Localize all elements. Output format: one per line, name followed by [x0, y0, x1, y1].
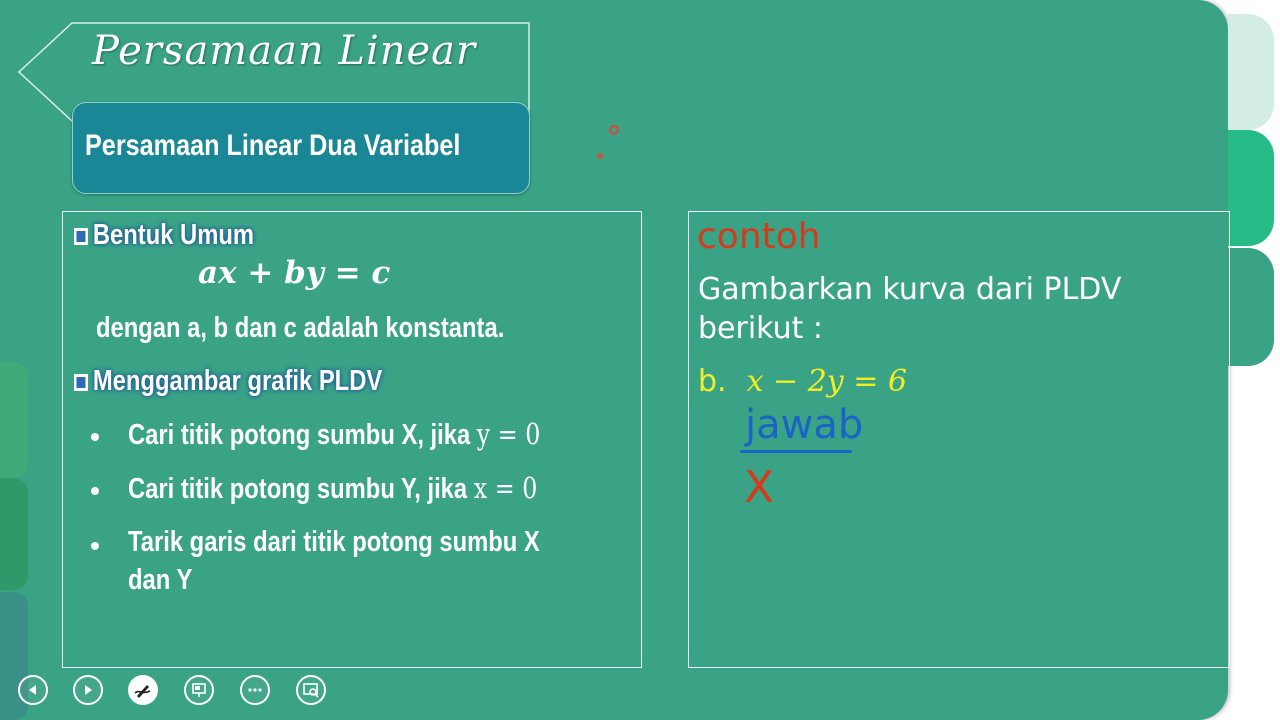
triangle-right-icon [75, 677, 101, 703]
heading-general-form-label: Bentuk Umum [92, 219, 255, 251]
bullet-item [128, 417, 540, 452]
slide-subtitle: Persamaan Linear Dua Variabel [85, 129, 461, 162]
zoom-icon [298, 677, 324, 703]
bullet-math: x = 0 [473, 471, 538, 505]
bullet-text: Cari titik potong sumbu X, jika [128, 419, 477, 451]
constants-description: dengan a, b dan c adalah konstanta. [96, 312, 505, 344]
subtitle-box [72, 102, 530, 194]
general-form-formula: ax + by = c [198, 255, 391, 291]
triangle-left-icon [20, 677, 46, 703]
pen-tool-button[interactable] [128, 675, 158, 705]
bullet-item [128, 471, 537, 506]
bullet-item-continuation: dan Y [128, 564, 193, 596]
more-icon [242, 677, 268, 703]
example-equation: x − 2y = 6 [746, 364, 908, 399]
more-options-button[interactable] [240, 675, 270, 705]
bullet-item: Tarik garis dari titik potong sumbu X [128, 526, 540, 558]
item-label: b. [698, 364, 727, 399]
heading-general-form [74, 219, 254, 252]
bullet-icon [91, 433, 99, 441]
slide-title: Persamaan Linear [92, 28, 477, 74]
right-edge-tab [1228, 248, 1274, 366]
bullet-icon [91, 542, 99, 550]
right-edge-tab [1228, 14, 1274, 130]
heading-draw-graph-label: Menggambar grafik PLDV [92, 365, 383, 397]
right-edge-tab [1228, 130, 1274, 246]
handwritten-answer: jawab [745, 402, 864, 448]
laser-pointer-dot [609, 125, 619, 135]
checkbox-bullet-icon [74, 374, 88, 391]
bullet-icon [91, 487, 99, 495]
checkbox-bullet-icon [74, 228, 88, 245]
previous-slide-button[interactable] [18, 675, 48, 705]
laser-pointer-dot [597, 153, 603, 159]
instruction-text: Gambarkan kurva dari PLDV [698, 272, 1122, 307]
slide-view-button[interactable] [184, 675, 214, 705]
slides-icon [186, 677, 212, 703]
zoom-button[interactable] [296, 675, 326, 705]
example-label: contoh [697, 216, 821, 257]
left-edge-tab [0, 478, 28, 590]
pen-icon [130, 677, 156, 703]
example-equation-line [698, 364, 907, 399]
next-slide-button[interactable] [73, 675, 103, 705]
handwritten-x-mark: X [744, 462, 775, 513]
handwritten-underline [740, 450, 852, 453]
left-edge-tab [0, 362, 28, 478]
heading-draw-graph [74, 365, 382, 398]
bullet-text: Cari titik potong sumbu Y, jika [128, 473, 474, 505]
bullet-math: y = 0 [476, 417, 541, 451]
instruction-text-continuation: berikut : [698, 311, 824, 346]
